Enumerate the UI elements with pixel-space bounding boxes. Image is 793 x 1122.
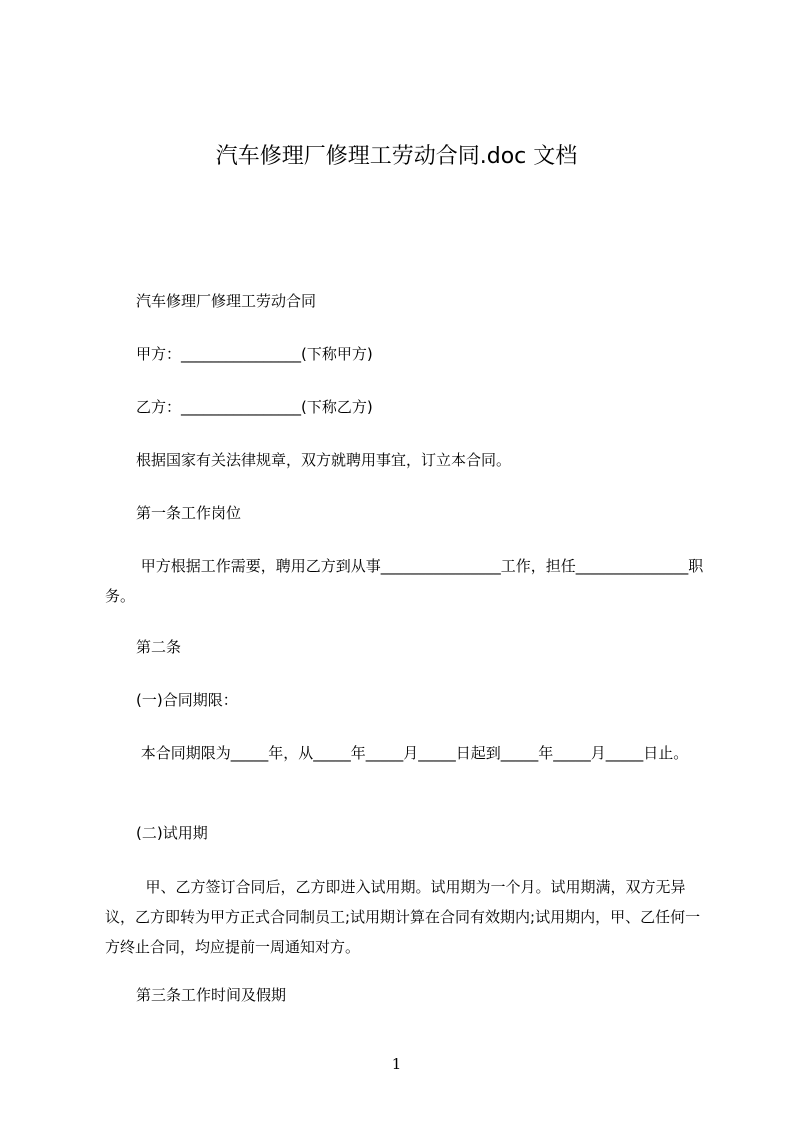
document-title: 汽车修理厂修理工劳动合同.doc 文档 — [215, 144, 578, 169]
preamble-paragraph: 根据国家有关法律规章，双方就聘用事宜，订立本合同。 — [136, 451, 512, 469]
probation-heading: (二)试用期 — [136, 824, 208, 842]
party-b-line: 乙方：________________(下称乙方) — [136, 398, 373, 416]
contract-term-heading: (一)合同期限： — [136, 691, 238, 709]
page-number: 1 — [391, 1055, 402, 1073]
article-2-heading: 第二条 — [136, 638, 182, 656]
contract-term-body: 本合同期限为_____年，从_____年_____月_____日起到_____年_____月_____日止。 — [136, 744, 689, 762]
article-1-heading: 第一条工作岗位 — [136, 504, 242, 522]
probation-body: 甲、乙方签订合同后，乙方即进入试用期。试用期为一个月。试用期满，双方无异议，乙方即转为甲方正式合同制员工;试用期计算在合同有效期内;试用期内，甲、乙任何一方终止合同，均应提前一周通知对方。 — [105, 878, 701, 956]
contract-heading: 汽车修理厂修理工劳动合同 — [136, 292, 317, 310]
article-1-body: 甲方根据工作需要，聘用乙方到从事________________工作，担任_______________职务。 — [105, 557, 704, 605]
article-3-heading: 第三条工作时间及假期 — [136, 986, 287, 1004]
party-a-line: 甲方：________________(下称甲方) — [136, 345, 373, 363]
